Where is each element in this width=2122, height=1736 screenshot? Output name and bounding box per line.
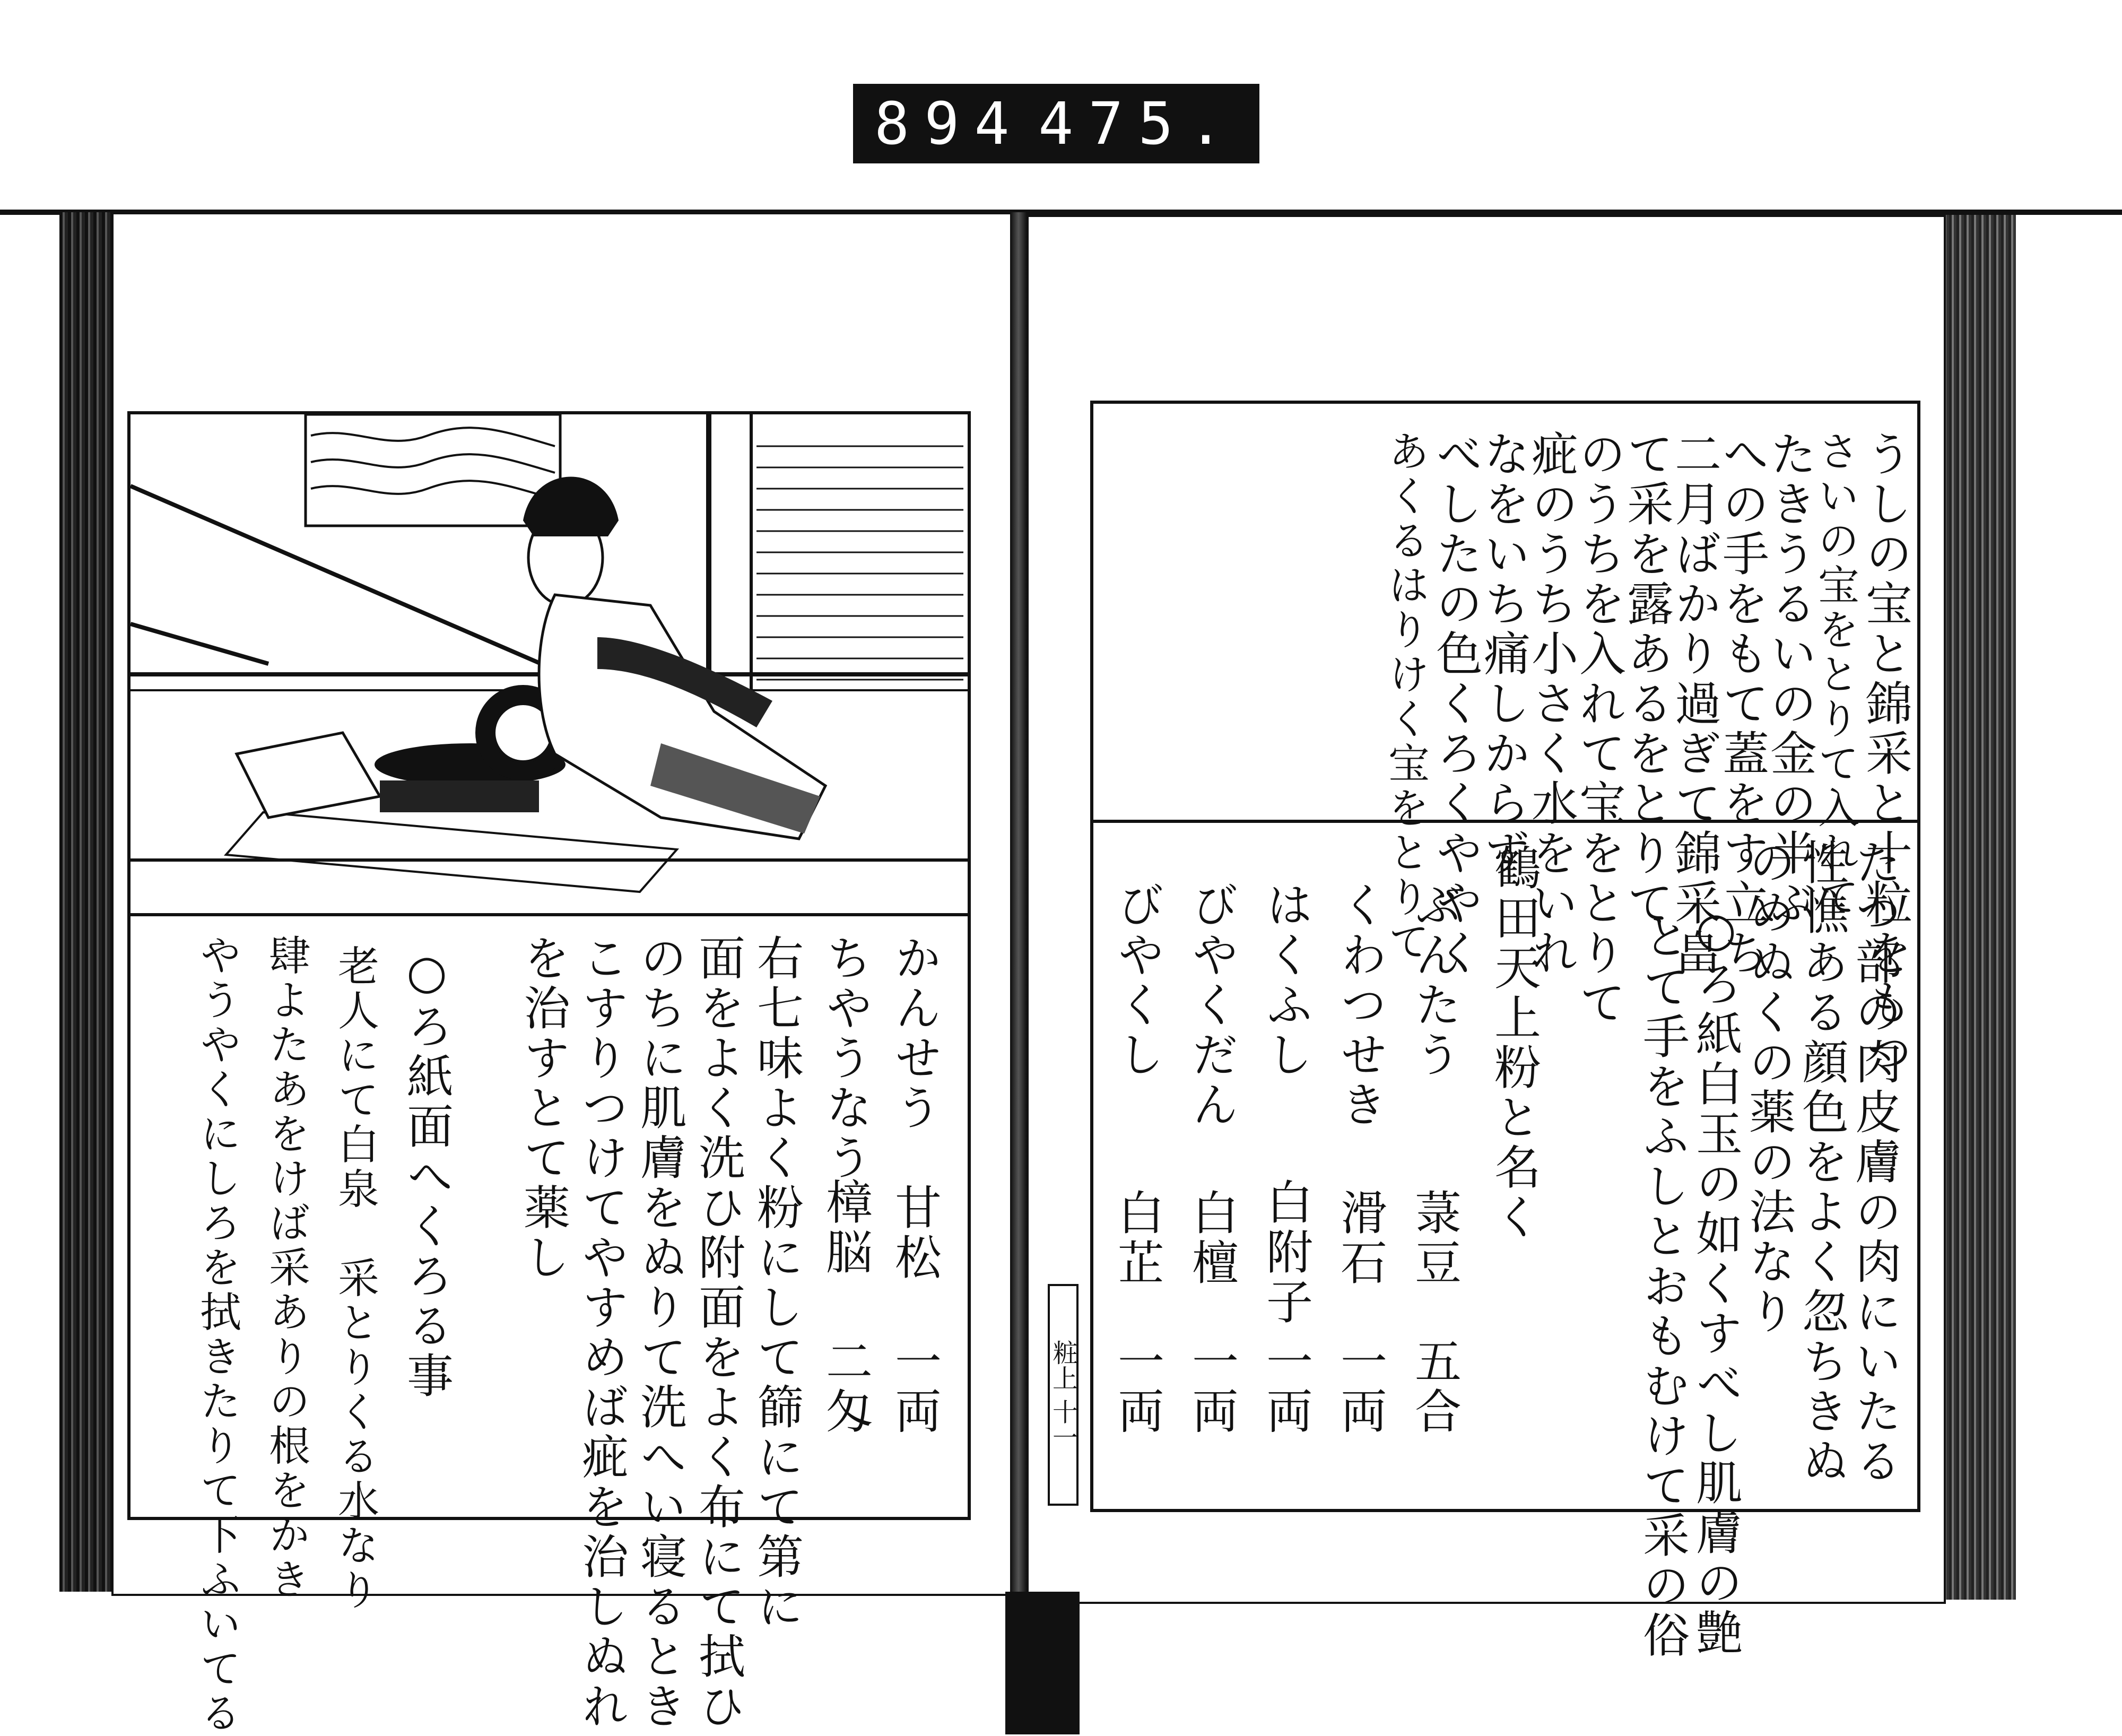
left-list-kana-1: かんせう: [888, 934, 942, 1133]
right-upper-col-4: への手をもて蓋をす立ち: [1715, 430, 1770, 978]
right-upper-col-10: べしたの色くろくややく: [1429, 430, 1483, 978]
left-lower-col-4: こすりつけてやすめば疵を治しぬれ: [575, 934, 629, 1732]
right-list-kana-4: びやくだん: [1185, 881, 1239, 1130]
right-list-name-4: 白檀: [1185, 1188, 1239, 1288]
left-lower-col-6: ○ろ紙面へくろる事: [399, 944, 454, 1401]
right-list-name-3: 白附子: [1259, 1178, 1314, 1327]
right-lower-col-2: 性憔ある顔色をよく忽ちきぬ: [1795, 838, 1849, 1487]
right-lower-col-5: とて手をふしとおもむけて采の俗: [1636, 913, 1690, 1661]
gutter: [1011, 212, 1027, 1592]
accession-label-left: 894: [874, 90, 1024, 158]
right-list-kana-3: はくふし: [1259, 881, 1314, 1080]
illustration-drawing: [131, 414, 968, 913]
left-lower-col-9: やうやくにしろを拭きたりて下ふいてる: [193, 934, 241, 1736]
left-lower-col-2: 面をよく洗ひ附面をよく布にて拭ひ: [691, 934, 746, 1732]
left-list-name-1: 甘松: [888, 1183, 942, 1283]
right-upper-col-9: なをいち痛しからず: [1476, 430, 1531, 879]
accession-label-right: 475.: [1038, 90, 1238, 158]
right-list-kana-5: びやくし: [1110, 881, 1165, 1080]
right-list-name-2: 滑石: [1333, 1188, 1388, 1288]
left-list-qty-2: 二匁: [819, 1337, 873, 1437]
right-upper-col-7: のうちを入れて宝をとりて: [1572, 430, 1627, 1028]
right-upper-col-6: て采を露あるをとりて: [1620, 430, 1674, 928]
left-lower-col-7: 老人にて白泉 采とりくる水なり: [331, 944, 379, 1613]
right-list-name-5: 白芷: [1110, 1188, 1165, 1288]
left-lower-col-5: を治すとて薬し: [516, 934, 571, 1283]
right-upper-col-8: 疵のうち小さく水をいれ: [1524, 430, 1579, 978]
right-list-name-1: 菉豆: [1407, 1188, 1462, 1288]
right-list-kana-2: くわつせき: [1333, 881, 1388, 1130]
right-lower-col-4: ○ろ紙白玉の如くすべし肌膚の艶: [1689, 902, 1743, 1658]
right-list-qty-5: 一両: [1110, 1337, 1165, 1437]
left-list-qty-1: 一両: [888, 1337, 942, 1437]
accession-label: [853, 84, 1259, 163]
binding-tab: [1005, 1592, 1080, 1734]
right-list-qty-4: 一両: [1185, 1337, 1239, 1437]
book-edge-right: [1942, 215, 2016, 1600]
right-list-qty-3: 一両: [1259, 1337, 1314, 1437]
left-lower-col-8: 肆よたあをけば采ありの根をかき: [262, 934, 310, 1602]
right-list-qty-2: 一両: [1333, 1337, 1388, 1437]
right-upper-col-2: さいの宝をとりて入れて: [1811, 430, 1859, 920]
right-upper-col-11: あくるはりけく宝をとりて: [1381, 430, 1429, 965]
right-list-kana-1: ぶんたう: [1407, 881, 1462, 1080]
right-upper-col-3: たきうるいの金の半ぶ: [1763, 430, 1817, 928]
left-list-name-2: 樟脳: [819, 1178, 873, 1278]
right-lower-col-3: のめぬくの薬の法なり: [1742, 838, 1796, 1337]
right-lower-col-1: たつ部の肉皮膚の肉にいたる: [1848, 838, 1902, 1487]
book-edge-left: [59, 212, 118, 1592]
right-list-qty-1: 五合: [1407, 1337, 1462, 1437]
left-list-kana-2: ちやうなう: [819, 934, 873, 1183]
right-upper-col-1: うしの宝と錦采と十粒をもつ: [1858, 430, 1913, 1078]
left-lower-col-3: のちに肌膚をぬりて洗へい寝るとき: [633, 934, 688, 1732]
illustration: [131, 414, 968, 916]
right-lower-col-6: 鶴田天上粉と名く: [1487, 844, 1542, 1243]
right-upper-col-5: 二月ばかり過ぎて錦采畠: [1667, 430, 1722, 978]
left-lower-col-1: 右七味よく粉にして篩にて第に: [750, 934, 804, 1632]
page-marker: 粧上 十一: [1048, 1284, 1079, 1506]
